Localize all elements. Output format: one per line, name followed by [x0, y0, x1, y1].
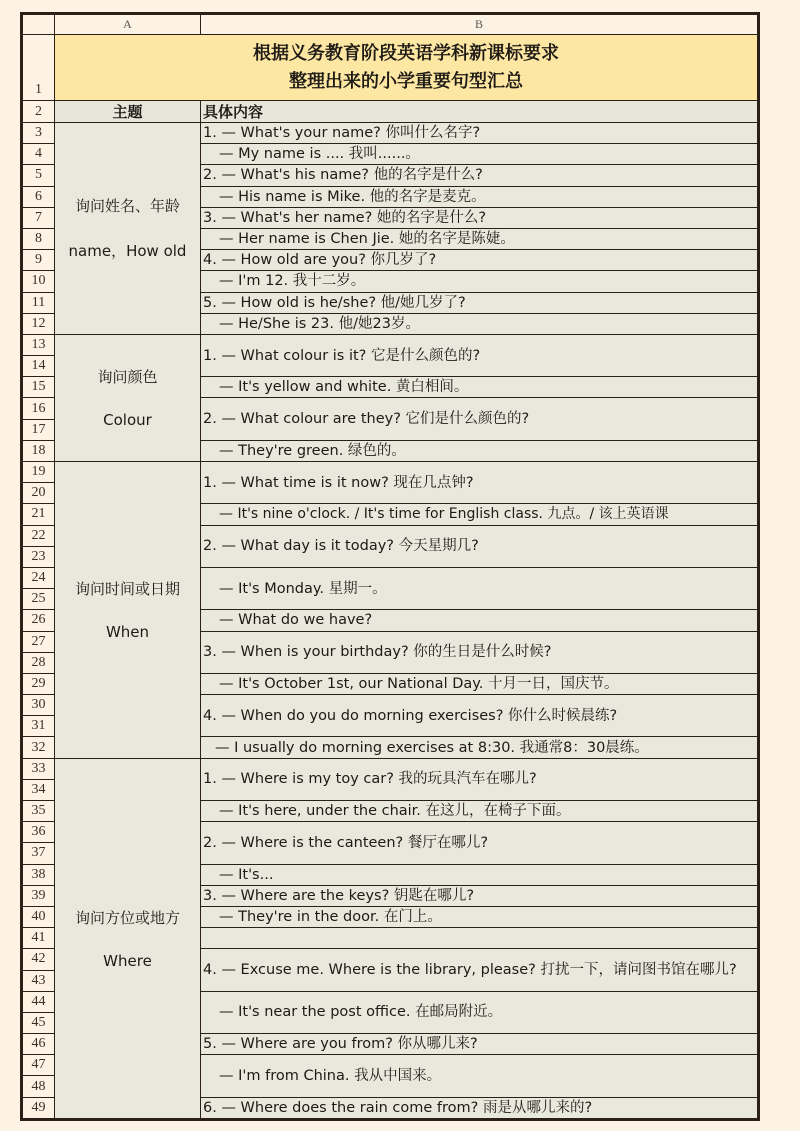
- row-number[interactable]: 19: [23, 462, 55, 483]
- content-cell[interactable]: 4. — How old are you? 你几岁了?: [201, 250, 758, 271]
- content-cell[interactable]: — His name is Mike. 他的名字是麦克。: [201, 186, 758, 207]
- row-number[interactable]: 36: [23, 822, 55, 843]
- row-number[interactable]: 12: [23, 313, 55, 334]
- content-cell[interactable]: 2. — What day is it today? 今天星期几?: [201, 525, 758, 567]
- row-number[interactable]: 45: [23, 1012, 55, 1033]
- header-content[interactable]: 具体内容: [201, 101, 758, 123]
- row-number[interactable]: 30: [23, 695, 55, 716]
- table-row: [23, 123, 758, 144]
- title-line-1: 根据义务教育阶段英语学科新课标要求: [253, 42, 559, 64]
- row-number[interactable]: 46: [23, 1034, 55, 1055]
- row-number[interactable]: 16: [23, 398, 55, 419]
- row-number[interactable]: 41: [23, 928, 55, 949]
- topic-en: Where: [103, 951, 152, 970]
- table-row: [23, 462, 758, 483]
- header-row: [23, 101, 758, 123]
- row-number[interactable]: 2: [23, 101, 55, 123]
- row-number[interactable]: 28: [23, 652, 55, 673]
- row-number[interactable]: 37: [23, 843, 55, 864]
- row-number[interactable]: 35: [23, 801, 55, 822]
- content-cell[interactable]: 4. — When do you do morning exercises? 你什么时候晨练?: [201, 695, 758, 737]
- row-number[interactable]: 3: [23, 123, 55, 144]
- row-number[interactable]: 9: [23, 250, 55, 271]
- content-cell[interactable]: — He/She is 23. 他/她23岁。: [201, 313, 758, 334]
- row-number[interactable]: 14: [23, 356, 55, 377]
- row-number[interactable]: 4: [23, 144, 55, 165]
- content-cell[interactable]: — It's Monday. 星期一。: [201, 567, 758, 609]
- content-cell[interactable]: 1. — What colour is it? 它是什么颜色的?: [201, 334, 758, 376]
- topic-zh: 询问方位或地方: [74, 908, 180, 927]
- content-cell[interactable]: 1. — Where is my toy car? 我的玩具汽车在哪儿?: [201, 758, 758, 800]
- topic-cell-colour[interactable]: [55, 334, 201, 461]
- row-number[interactable]: 20: [23, 483, 55, 504]
- topic-cell-where[interactable]: [55, 758, 201, 1118]
- topic-zh: 询问时间或日期: [74, 580, 180, 599]
- content-cell[interactable]: 1. — What time is it now? 现在几点钟?: [201, 462, 758, 504]
- content-cell[interactable]: — They're in the door. 在门上。: [201, 906, 758, 927]
- content-cell[interactable]: 3. — When is your birthday? 你的生日是什么时候?: [201, 631, 758, 673]
- header-topic[interactable]: 主题: [55, 101, 201, 123]
- row-number[interactable]: 10: [23, 271, 55, 292]
- row-number[interactable]: 34: [23, 779, 55, 800]
- row-number[interactable]: 49: [23, 1097, 55, 1118]
- column-header-b[interactable]: B: [201, 15, 758, 35]
- content-cell[interactable]: — It's...: [201, 864, 758, 885]
- content-cell[interactable]: — It's yellow and white. 黄白相间。: [201, 377, 758, 398]
- content-cell[interactable]: 5. — Where are you from? 你从哪儿来?: [201, 1034, 758, 1055]
- content-cell[interactable]: — Her name is Chen Jie. 她的名字是陈婕。: [201, 228, 758, 249]
- row-number[interactable]: 40: [23, 906, 55, 927]
- row-number[interactable]: 7: [23, 207, 55, 228]
- row-number[interactable]: 11: [23, 292, 55, 313]
- title-line-2: 整理出来的小学重要句型汇总: [289, 70, 523, 92]
- content-cell[interactable]: — It's here, under the chair. 在这儿，在椅子下面。: [201, 801, 758, 822]
- row-number[interactable]: 47: [23, 1055, 55, 1076]
- content-cell[interactable]: 4. — Excuse me. Where is the library, please? 打扰一下，请问图书馆在哪儿?: [201, 949, 758, 991]
- row-number[interactable]: 8: [23, 228, 55, 249]
- row-number[interactable]: 39: [23, 885, 55, 906]
- row-number[interactable]: 6: [23, 186, 55, 207]
- column-header-a[interactable]: A: [55, 15, 201, 35]
- topic-en: Colour: [103, 411, 152, 430]
- table-row: [23, 334, 758, 355]
- column-header-row: [23, 15, 758, 35]
- topic-zh: 询问姓名、年龄: [74, 197, 180, 216]
- title-cell[interactable]: [55, 35, 758, 101]
- topic-cell-when[interactable]: [55, 462, 201, 759]
- row-number[interactable]: 17: [23, 419, 55, 440]
- row-number[interactable]: 1: [23, 35, 55, 101]
- row-number[interactable]: 15: [23, 377, 55, 398]
- content-cell[interactable]: — What do we have?: [201, 610, 758, 631]
- row-number[interactable]: 13: [23, 334, 55, 355]
- topic-zh: 询问颜色: [97, 368, 158, 387]
- content-cell[interactable]: 2. — Where is the canteen? 餐厅在哪儿?: [201, 822, 758, 864]
- spreadsheet: [20, 12, 760, 1121]
- row-number[interactable]: 24: [23, 567, 55, 588]
- row-number[interactable]: 43: [23, 970, 55, 991]
- row-number[interactable]: 33: [23, 758, 55, 779]
- content-cell[interactable]: — I'm from China. 我从中国来。: [201, 1055, 758, 1097]
- row-number[interactable]: 38: [23, 864, 55, 885]
- sentence-pattern-table: [22, 14, 758, 1119]
- content-cell[interactable]: — It's October 1st, our National Day. 十月一日，国庆节。: [201, 673, 758, 694]
- topic-en: When: [105, 623, 150, 642]
- table-row: [23, 758, 758, 779]
- content-cell[interactable]: 1. — What's your name? 你叫什么名字?: [201, 123, 758, 144]
- content-cell[interactable]: 3. — What's her name? 她的名字是什么?: [201, 207, 758, 228]
- row-number[interactable]: 48: [23, 1076, 55, 1097]
- row-number[interactable]: 21: [23, 504, 55, 525]
- corner-cell[interactable]: [23, 15, 55, 35]
- content-cell[interactable]: — My name is .... 我叫......。: [201, 144, 758, 165]
- content-cell[interactable]: 5. — How old is he/she? 他/她几岁了?: [201, 292, 758, 313]
- row-number[interactable]: 27: [23, 631, 55, 652]
- content-cell[interactable]: — They're green. 绿色的。: [201, 440, 758, 461]
- row-number[interactable]: 22: [23, 525, 55, 546]
- content-cell-empty[interactable]: [201, 928, 758, 949]
- topic-en: name，How old: [68, 242, 187, 261]
- content-cell[interactable]: 6. — Where does the rain come from? 雨是从哪儿来的?: [201, 1097, 758, 1118]
- title-row: [23, 35, 758, 101]
- row-number[interactable]: 18: [23, 440, 55, 461]
- content-cell[interactable]: — It's nine o'clock. / It's time for English class. 九点。/ 该上英语课: [201, 504, 758, 525]
- row-number[interactable]: 5: [23, 165, 55, 186]
- content-cell[interactable]: 3. — Where are the keys? 钥匙在哪儿?: [201, 885, 758, 906]
- topic-cell-name-age[interactable]: [55, 123, 201, 335]
- content-cell[interactable]: 2. — What's his name? 他的名字是什么?: [201, 165, 758, 186]
- row-number[interactable]: 42: [23, 949, 55, 970]
- row-number[interactable]: 25: [23, 589, 55, 610]
- content-cell[interactable]: — I'm 12. 我十二岁。: [201, 271, 758, 292]
- row-number[interactable]: 44: [23, 991, 55, 1012]
- content-cell[interactable]: 2. — What colour are they? 它们是什么颜色的?: [201, 398, 758, 440]
- row-number[interactable]: 23: [23, 546, 55, 567]
- row-number[interactable]: 29: [23, 673, 55, 694]
- content-cell[interactable]: — It's near the post office. 在邮局附近。: [201, 991, 758, 1033]
- row-number[interactable]: 26: [23, 610, 55, 631]
- row-number[interactable]: 32: [23, 737, 55, 758]
- row-number[interactable]: 31: [23, 716, 55, 737]
- content-cell[interactable]: — I usually do morning exercises at 8:30. 我通常8：30晨练。: [201, 737, 758, 758]
